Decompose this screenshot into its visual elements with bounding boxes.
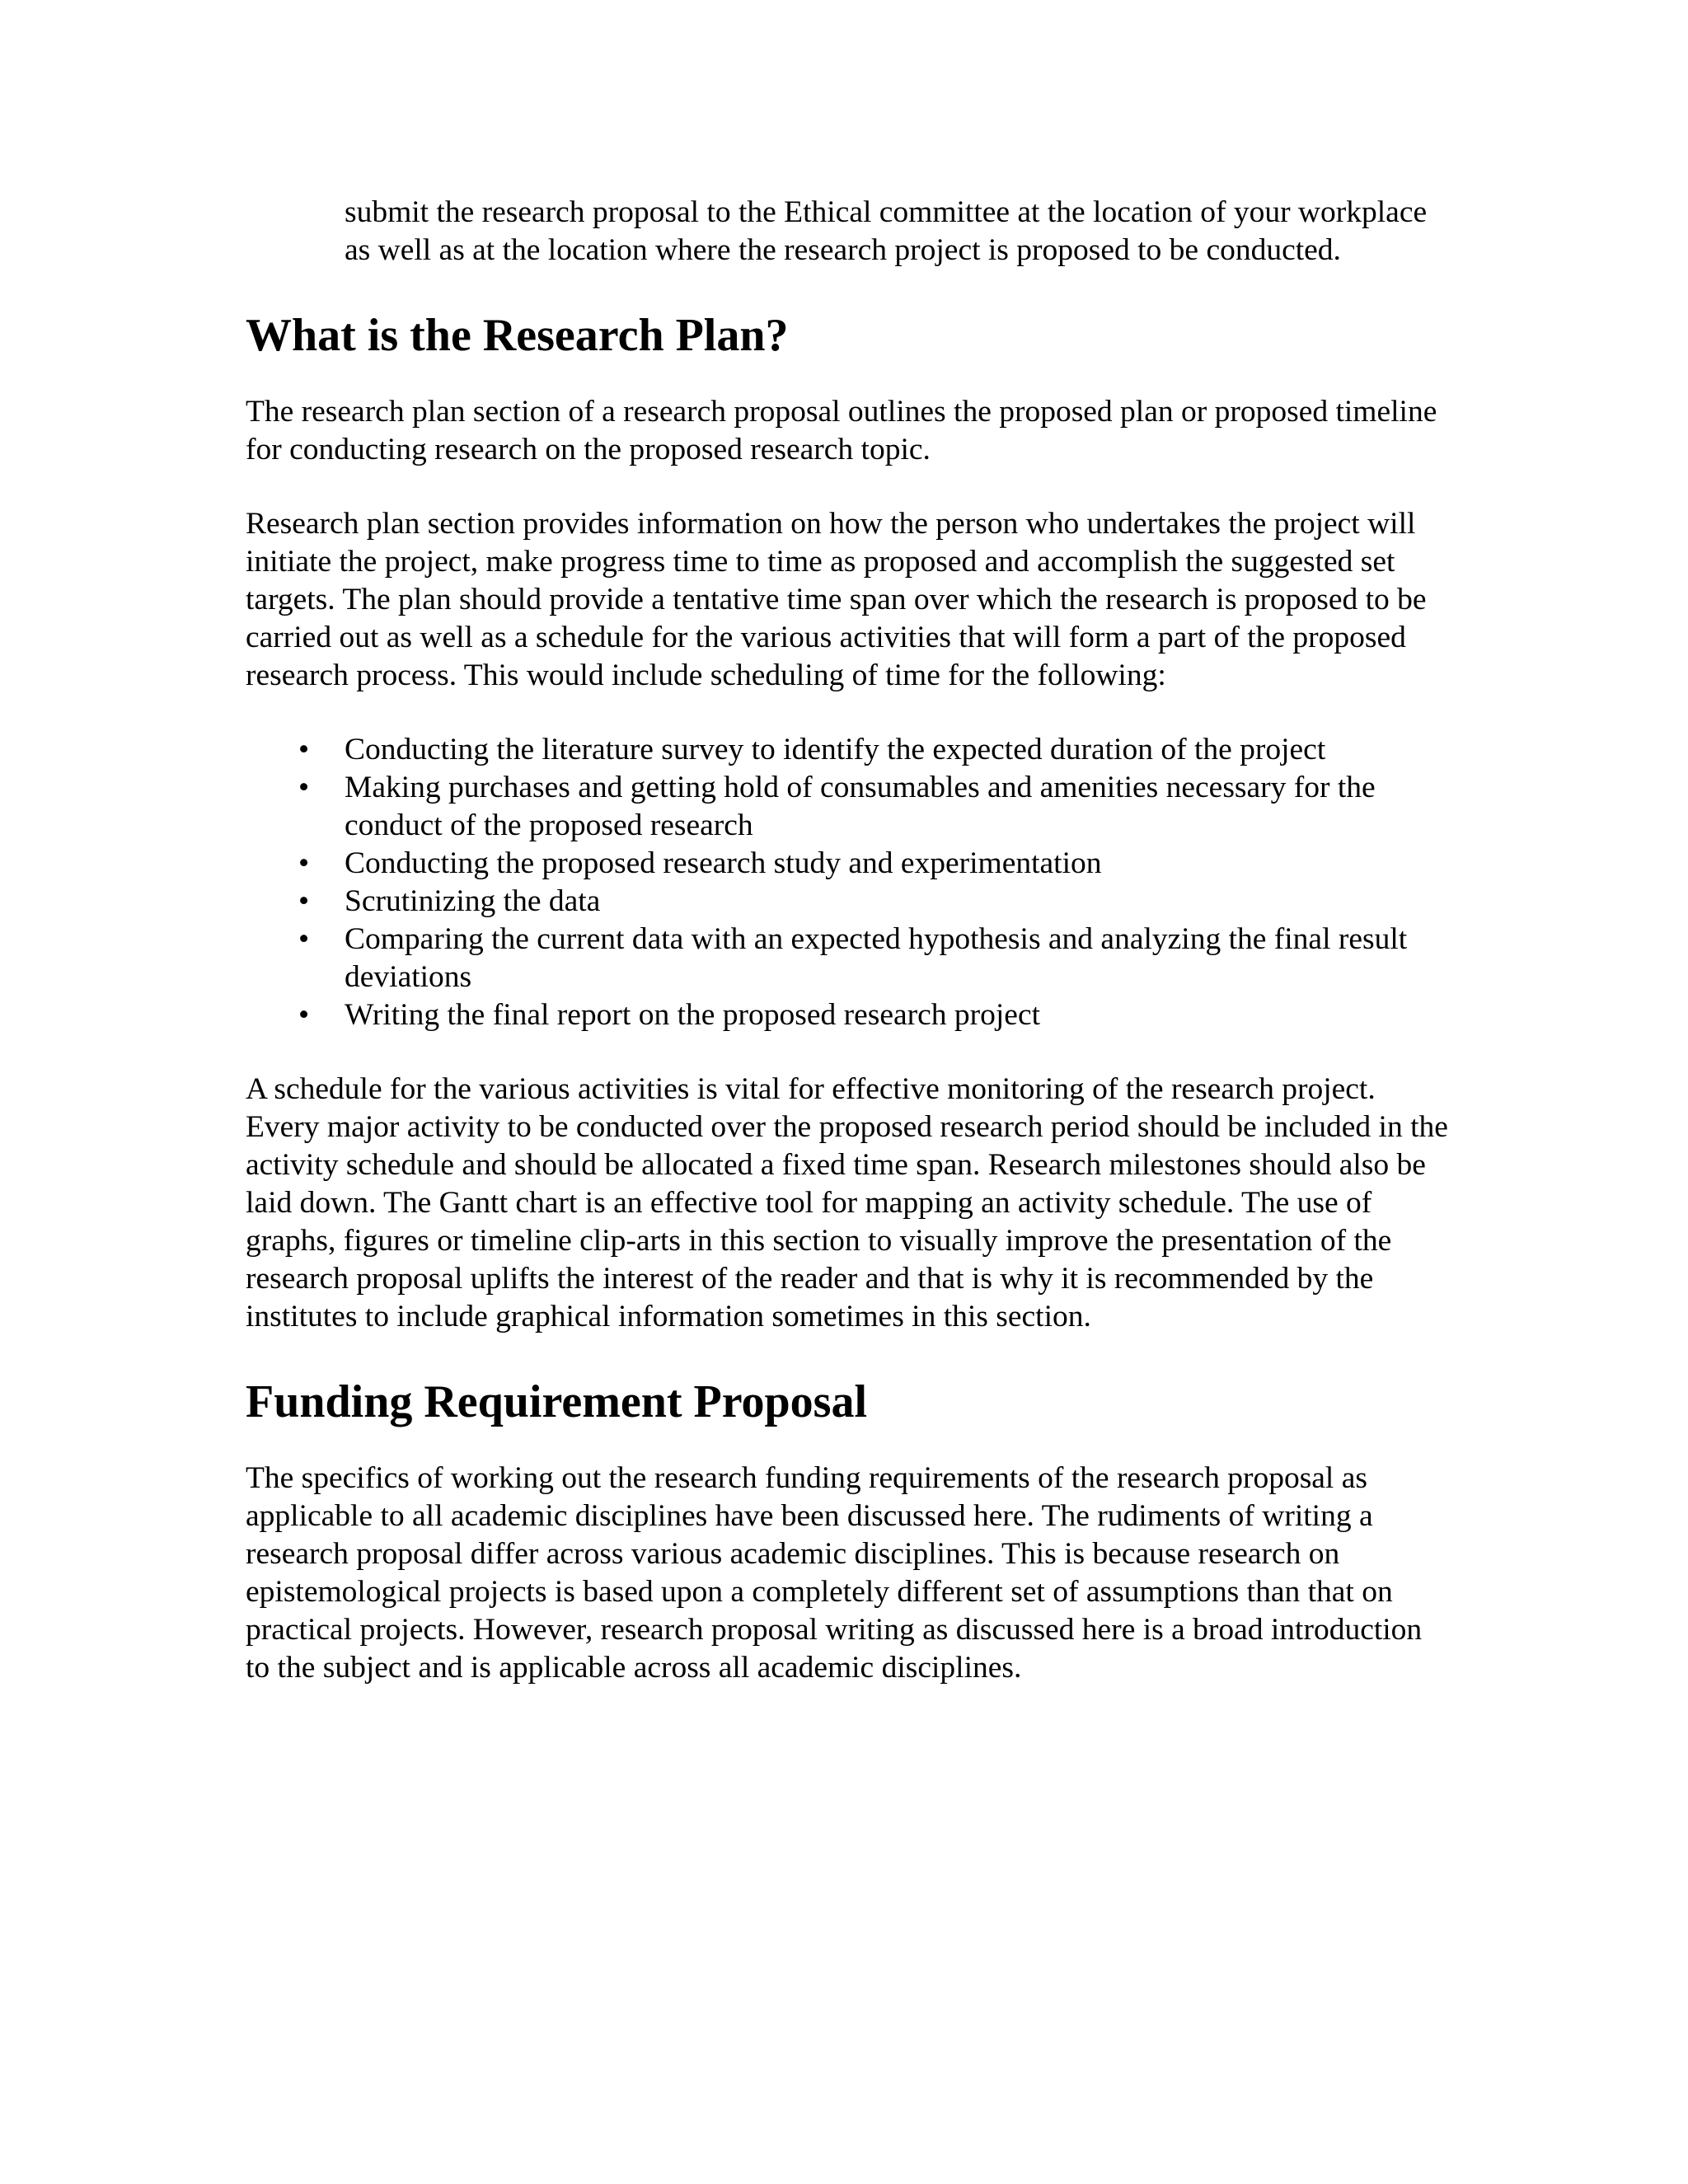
document-page <box>246 194 1449 1687</box>
bullet-icon: • <box>298 733 310 766</box>
list-item: • Comparing the current data with an expected hypothesis and analyzing the final result deviations <box>298 922 1408 994</box>
list-item: • Making purchases and getting hold of consumables and amenities necessary for the conduct of the proposed research <box>298 771 1376 842</box>
list-item: • Conducting the proposed research study and experimentation <box>246 845 1449 883</box>
list-item: • Scrutinizing the data <box>246 883 1449 921</box>
bullet-icon: • <box>298 846 310 880</box>
research-plan-paragraph-2: Research plan section provides information on how the person who undertakes the project will initiate the project, make progress time to time as proposed and accomplish the suggested set targets. The plan should provide a tentative time span over which the research is proposed to be carried out as well as a schedule for the various activities that will form a part of the proposed research process. This would include scheduling of time for the following: <box>246 507 1427 692</box>
research-plan-heading: What is the Research Plan? <box>246 310 789 361</box>
intro-continuation-paragraph: submit the research proposal to the Ethical committee at the location of your workplace as well as at the location where the research project is proposed to be conducted. <box>345 195 1428 267</box>
list-item: • Writing the final report on the proposed research project <box>246 996 1449 1034</box>
research-plan-paragraph-3: A schedule for the various activities is vital for effective monitoring of the research project. Every major activity to be conducted over the proposed research period should be included in the activity schedule and should be allocated a fixed time span. Research milestones should also be laid down. The Gantt chart is an effective tool for mapping an activity schedule. The use of graphs, figures or timeline clip-arts in this section to visually improve the presentation of the research proposal uplifts the interest of the reader and that is why it is recommended by the institutes to include graphical information sometimes in this section. <box>246 1072 1448 1333</box>
list-item: • Conducting the literature survey to identify the expected duration of the project <box>246 731 1449 769</box>
funding-requirement-heading: Funding Requirement Proposal <box>246 1376 868 1427</box>
bullet-icon: • <box>298 884 310 918</box>
bullet-icon: • <box>298 771 310 804</box>
bullet-icon: • <box>298 922 310 956</box>
activity-list <box>246 731 1449 1034</box>
funding-requirement-paragraph: The specifics of working out the research funding requirements of the research proposal as applicable to all academic disciplines have been discussed here. The rudiments of writing a research proposal differ across various academic disciplines. This is because research on epistemological projects is based upon a completely different set of assumptions than that on practical projects. However, research proposal writing as discussed here is a broad introduction to the subject and is applicable across all academic disciplines. <box>246 1461 1423 1685</box>
research-plan-paragraph-1: The research plan section of a research proposal outlines the proposed plan or proposed timeline for conducting research on the proposed research topic. <box>246 395 1437 466</box>
bullet-icon: • <box>298 998 310 1032</box>
